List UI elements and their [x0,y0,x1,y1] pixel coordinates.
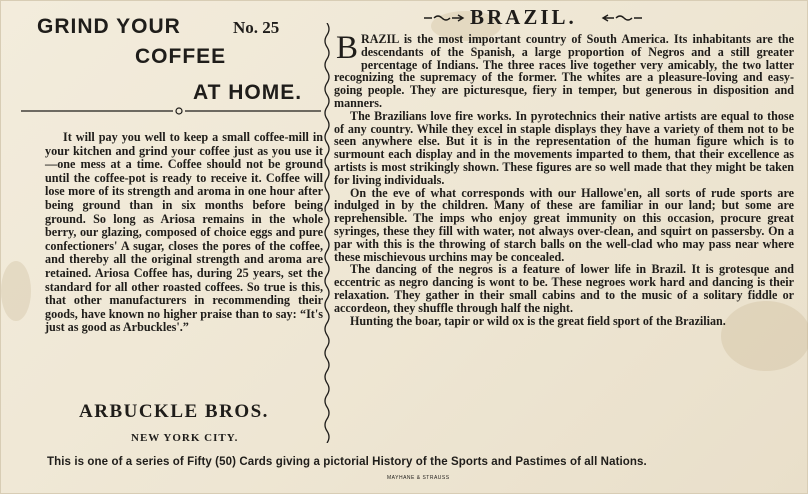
wavy-divider [322,23,332,443]
paragraph-4: The dancing of the negros is a feature of lower life in Brazil. It is grotesque and eccentric as negro dancing is wont to be. These negroes work hard and dancing is their relaxation. They gather in their small cabins and to the music of a solitary fiddle or accordeon, they shuffle through half the night. [334,262,794,315]
company-city: NEW YORK CITY. [131,432,239,444]
headline-at-home: AT HOME. [193,81,303,104]
company-name: ARBUCKLE BROS. [79,401,269,422]
card-number: No. 25 [233,18,280,37]
printer-credit: MAYHANE & STRAUSS [387,475,450,481]
paragraph-1: BRAZIL is the most important country of South America. Its inhabitants are the descendants of the Spanish, a large proportion of Negros and a still greater percentage of Indians. The three races live together very amicably, the two latter recognizing the supremacy of the former. The whites are a pleasure-loving and easy-going people. They are picturesque, fiery in temper, but generous in disposition and manners. [334,30,794,110]
drop-cap: B [336,30,359,66]
left-panel [15,7,321,447]
paragraph-2: The Brazilians love fire works. In pyrotechnics their native artists are equal to those of any country. While they excel in staple displays they have a variety of them not to be seen anywhere else. But it is in the representation of the human figure which is to surmount each display and in the movements imparted to them, that their excellence as artists is most strikingly shown. These figures are so well made that they might be taken for living individuals. [334,108,794,187]
right-flourish-icon [600,13,644,23]
coffee-advice-text: It will pay you well to keep a small coffee-mill in your kitchen and grind your coffee just as you use it—one mess at a time. Coffee should not be ground until the coffee-pot is ready to receive it. Coffee will lose more of its strength and aroma in one hour after being ground than in six months before being ground. So long as Ariosa remains in the whole berry, our glazing, composed of choice eggs and pure confectioners' A sugar, closes the pores of the coffee, and thereby all the original strength and aroma are retained. Ariosa Coffee has, during 25 years, set the standard for all other roasted coffees. So true is this, that other manufacturers in recommending their goods, have known no higher praise than to say: “It's just as good as Arbuckles'.” [45,130,323,335]
ornamental-rule [21,105,321,117]
headline-coffee: COFFEE [135,45,227,68]
country-title: BRAZIL. [470,5,577,29]
paragraph-3: On the eve of what corresponds with our Hallowe'en, all sorts of rude sports are indulged in by the children. Many of these are familiar in our land; but some are reprehensible. The imps who enjoy great immunity on this occasion, procure great syringes, these they fill with water, not always over-clean, and squirt on passersby. On a par with this is the throwing of starch balls on the well-clad who may pass near where these mischievous urchins may be concealed. [334,185,794,264]
paragraph-5: Hunting the boar, tapir or wild ox is the great field sport of the Brazilian. [350,313,726,328]
brazil-heading [422,5,722,31]
left-flourish-icon [422,13,466,23]
brazil-article [334,30,794,328]
headline-grind: GRIND YOUR [37,15,181,38]
series-note: This is one of a series of Fifty (50) Cards giving a pictorial History of the Sports and Pastimes of all Nations. [47,456,647,468]
